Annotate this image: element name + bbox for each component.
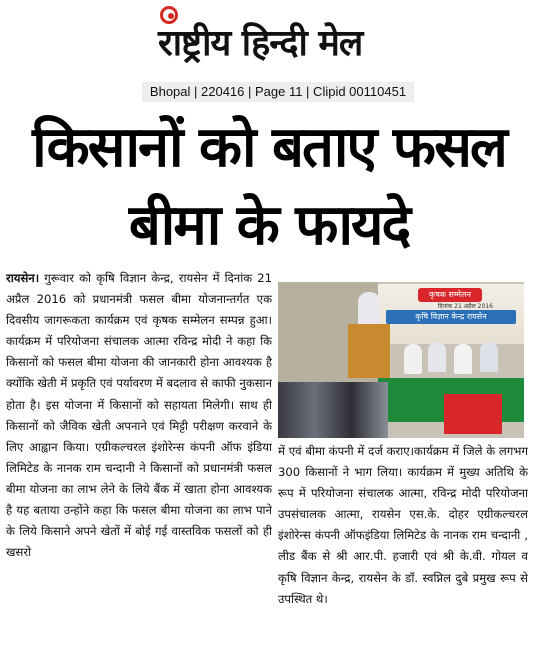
photo-podium	[348, 324, 390, 378]
photo-guest	[480, 342, 498, 372]
photo-red-table	[444, 394, 502, 434]
photo-speaker	[358, 292, 380, 326]
event-photo	[278, 282, 524, 438]
photo-guest	[404, 344, 422, 374]
newspaper-title: राष्ट्रीय हिन्दी मेल	[158, 23, 363, 64]
clip-info-bar: Bhopal | 220416 | Page 11 | Clipid 00110451	[142, 82, 414, 102]
banner-subtitle: कृषि विज्ञान केन्द्र रायसेन	[386, 310, 516, 324]
photo-guest	[454, 344, 472, 374]
masthead	[0, 0, 538, 80]
banner-title: कृषक सम्मेलन	[418, 288, 482, 302]
banner-date: दिनांक 21 अप्रैल 2016	[438, 303, 493, 310]
article-body-left: गुरूवार को कृषि विज्ञान केन्द्र, रायसेन में दिनांक 21 अप्रैल 2016 को प्रधानमंत्री फसल बीमा योजनान्तर्गत एक दिवसीय जागरूकता कार्यक्रम एवं कृषक सम्मेलन सम्पन्न हुआ। कार्यक्रम में परियोजना संचालक आत्मा रविन्द्र मोदी ने कहा कि किसानों को फसल बीमा योजना की जानकारी होना आवश्यक है क्योंकि खेती में प्रकृति एवं पर्यावरण में बदलाव से काफी नुकसान होता है। इस योजना में किसानों को सहायता मिलेगी। साथ ही किसानों को जैविक खेती अपनाने एवं मिट्टी परीक्षण करवाने के लिए आह्वान किया। एग्रीकल्चरल इंशोरेन्स कंपनी ऑफ इंडिया लिमिटेड के नानक राम चन्दानी ने किसानों को प्रधानमंत्री फसल बीमा योजना का लाभ लेने के लिये बैंक में खाता होना आवश्यक है यह बताया उन्होंने कहा कि फसल बीमा योजना का लाभ पाने के लिये किसाने अपने खेतों में बोई गई वास्तविक फसलों को ही खसरो	[6, 271, 272, 560]
dateline: रायसेन।	[6, 271, 40, 285]
article-column-left	[6, 268, 272, 652]
article-column-right: में एवं बीमा कंपनी में दर्ज कराए।कार्यक्रम में जिले के लगभग 300 किसानों ने भाग लिया। कार्यक्रम में मुख्य अतिथि के रूप में परियोजना संचालक आत्मा, रविन्द्र मोदी परियोजना उपसंचालक आत्मा, रायसेन एस.के. दोहर एग्रीकल्चरल इंशोरेन्स कंपनी ऑफइंडिया लिमिटेड के नानक राम चन्दानी , लीड बैंक से श्री आर.पी. हजारी एवं श्री के.वी. गोयल व कृषि विज्ञान केन्द्र, रायसेन के डॉ. स्वप्निल दुबे प्रमुख रूप से उपस्थित थे।	[278, 444, 528, 606]
photo-stage-banner	[378, 284, 524, 344]
photo-guest	[428, 342, 446, 372]
photo-audience	[278, 382, 388, 438]
headline-line-1: किसानों को बताए फसल	[32, 115, 506, 180]
headline-line-2: बीमा के फायदे	[128, 193, 410, 258]
